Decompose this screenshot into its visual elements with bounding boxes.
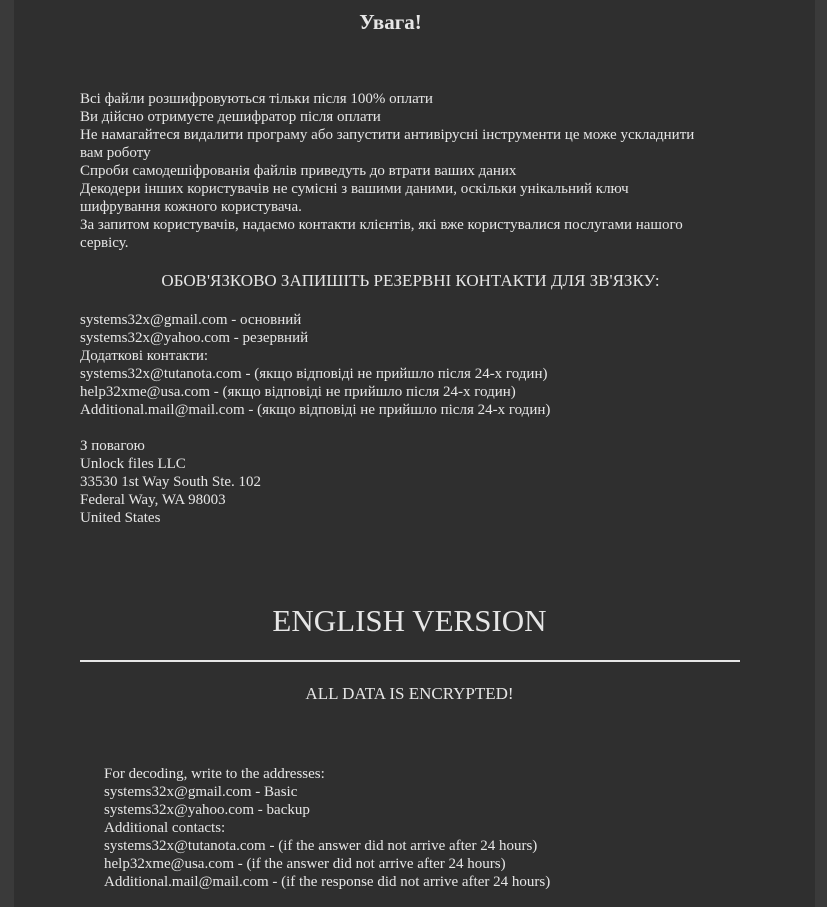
contact-backup: systems32x@yahoo.com - backup — [104, 802, 310, 818]
signature-line: З повагою — [80, 438, 145, 454]
ua-body-line: За запитом користувачів, надаємо контакти клієнтів, які вже користувалися послугами нашого — [80, 217, 683, 233]
signature-line: Unlock files LLC — [80, 456, 186, 472]
ua-body-line: сервісу. — [80, 235, 129, 251]
en-line: For decoding, write to the addresses: — [104, 766, 325, 782]
ransom-note-page — [14, 0, 815, 907]
divider — [80, 660, 740, 662]
contact-additional-label: Додаткові контакти: — [80, 348, 209, 364]
ua-body-text — [80, 90, 760, 252]
contact-additional: Additional.mail@mail.com - (if the response did not arrive after 24 hours) — [104, 874, 551, 890]
contact-additional: help32xme@usa.com - (if the answer did not arrive after 24 hours) — [104, 856, 506, 872]
ua-contacts-heading: ОБОВ'ЯЗКОВО ЗАПИШІТЬ РЕЗЕРВНІ КОНТАКТИ ДЛЯ ЗВ'ЯЗКУ: — [161, 271, 660, 290]
signature-line: United States — [80, 510, 161, 526]
contact-additional: help32xme@usa.com - (якщо відповіді не прийшло після 24-х годин) — [80, 384, 516, 400]
contact-additional: systems32x@tutanota.com - (if the answer did not arrive after 24 hours) — [104, 838, 538, 854]
ua-body-line: Декодери інших користувачів не сумісні з вашими даними, оскільки унікальний ключ — [80, 181, 629, 197]
contact-primary: systems32x@gmail.com - Basic — [104, 784, 298, 800]
ua-body-line: Спроби самодешіфрованія файлів приведуть до втрати ваших даних — [80, 163, 517, 179]
english-contacts-list — [104, 765, 784, 891]
english-version-title: ENGLISH VERSION — [272, 603, 547, 638]
ua-contacts-list — [80, 311, 760, 419]
contact-additional: systems32x@tutanota.com - (якщо відповіді не прийшло після 24-х годин) — [80, 366, 548, 382]
english-subtitle: ALL DATA IS ENCRYPTED! — [305, 684, 514, 703]
contact-primary: systems32x@gmail.com - основний — [80, 312, 302, 328]
ua-body-line: вам роботу — [80, 145, 151, 161]
signature-line: Federal Way, WA 98003 — [80, 492, 226, 508]
ua-body-line: Ви дійсно отримуєте дешифратор після оплати — [80, 109, 381, 125]
ua-body-line: Не намагайтеся видалити програму або запустити антивірусні інструменти це може ускладнити — [80, 127, 695, 143]
signature-block — [80, 437, 760, 527]
contact-additional: Additional.mail@mail.com - (якщо відповіді не прийшло після 24-х годин) — [80, 402, 551, 418]
contact-additional-label: Additional contacts: — [104, 820, 226, 836]
contact-backup: systems32x@yahoo.com - резервний — [80, 330, 309, 346]
signature-line: 33530 1st Way South Ste. 102 — [80, 474, 262, 490]
page-title: Увага! — [359, 10, 422, 34]
ua-body-line: шифрування кожного користувача. — [80, 199, 302, 215]
ua-body-line: Всі файли розшифровуються тільки після 100% оплати — [80, 91, 433, 107]
